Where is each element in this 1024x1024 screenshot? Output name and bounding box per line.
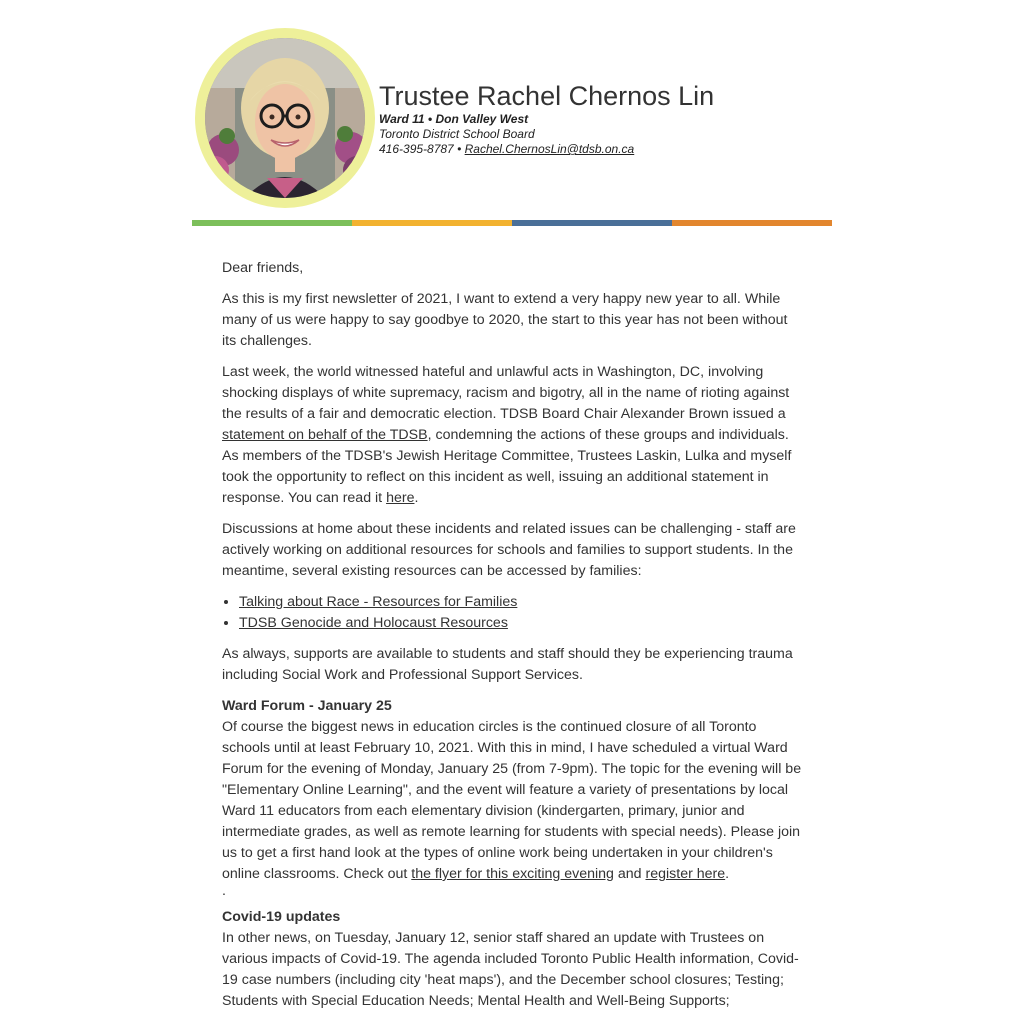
avatar — [205, 38, 365, 198]
color-divider — [192, 220, 832, 226]
ward-line — [379, 112, 714, 127]
flyer-link[interactable]: the flyer for this exciting evening — [411, 866, 614, 882]
avatar-photo — [205, 38, 365, 198]
here-link[interactable]: here — [386, 490, 415, 506]
statement-link[interactable]: statement on behalf of the TDSB — [222, 427, 428, 443]
spacer-dot: . — [222, 883, 226, 899]
ward-forum-heading: Ward Forum - January 25 — [222, 698, 392, 714]
paragraph-supports: As always, supports are available to students and staff should they be experiencing trauma including Social Work and Professional Support Services. — [222, 646, 793, 683]
paragraph-ward-forum — [222, 717, 804, 885]
divider-orange — [672, 220, 832, 226]
text-segment: . — [725, 866, 730, 882]
resources-list — [222, 592, 804, 634]
newsletter-header — [192, 26, 832, 226]
phone-number: 416-395-8787 • — [379, 142, 462, 156]
text-segment: Of course the biggest news in education circles is the continued closure of all Toronto schools until at least February 10, 2021. With this in mind, I have scheduled a virtual Ward Forum for the evening of Monday, January 25 (from 7-9pm). The topic for the evening will be "Elementary Online Learning", and the event will feature a variety of presentations by local Ward 11 educators from each elementary division (kindergarten, primary, junior and intermediate grades, as well as remote learning for students with special needs). Please join us to get a first hand look at the types of online work being undertaken in your children's online classrooms. Check out — [222, 719, 802, 882]
board-line: Toronto District School Board — [379, 127, 535, 141]
list-item — [239, 592, 804, 613]
paragraph-washington — [222, 362, 804, 509]
covid-heading: Covid-19 updates — [222, 909, 341, 925]
divider-yellow — [352, 220, 512, 226]
contact-line — [379, 142, 714, 157]
trustee-info — [379, 80, 714, 157]
paragraph-covid: In other news, on Tuesday, January 12, senior staff shared an update with Trustees on various impacts of Covid-19. The agenda included Toronto Public Health information, Covid-19 case numbers (including city 'heat maps'), and the December school closures; Testing; Students with Special Education Needs; Mental Health and Well-Being Supports; — [222, 930, 799, 1009]
text-segment: . — [414, 490, 419, 506]
paragraph-discussions: Discussions at home about these incidents and related issues can be challenging - staff are actively working on additional resources for schools and families to support students. In the meantime, several existing resources can be accessed by families: — [222, 521, 796, 579]
text-segment: , condemning the actions of these groups and individuals. As members of the TDSB's Jewish Heritage Committee, Trustees Laskin, Lulka and myself took the opportunity to reflect on this incident as well, issuing an additional statement in response. You can read it — [222, 427, 792, 506]
race-resources-link[interactable]: Talking about Race - Resources for Families — [239, 594, 518, 610]
ward-label: Ward 11 • Don Valley West — [379, 112, 529, 126]
greeting: Dear friends, — [222, 260, 304, 276]
paragraph-intro: As this is my first newsletter of 2021, I want to extend a very happy new year to all. While many of us were happy to say goodbye to 2020, the start to this year has not been without its challenges. — [222, 291, 788, 349]
newsletter-body — [222, 258, 804, 1022]
divider-blue — [512, 220, 672, 226]
divider-green — [192, 220, 352, 226]
email-link[interactable]: Rachel.ChernosLin@tdsb.on.ca — [464, 142, 635, 156]
list-item — [239, 613, 804, 634]
trustee-name: Trustee Rachel Chernos Lin — [379, 81, 715, 111]
text-segment: Last week, the world witnessed hateful and unlawful acts in Washington, DC, involving shocking displays of white supremacy, racism and bigotry, all in the name of rioting against the results of a fair and democratic election. TDSB Board Chair Alexander Brown issued a — [222, 364, 790, 422]
register-link[interactable]: register here — [645, 866, 726, 882]
avatar-ring — [195, 28, 375, 208]
text-segment: and — [613, 866, 646, 882]
holocaust-resources-link[interactable]: TDSB Genocide and Holocaust Resources — [239, 615, 508, 631]
